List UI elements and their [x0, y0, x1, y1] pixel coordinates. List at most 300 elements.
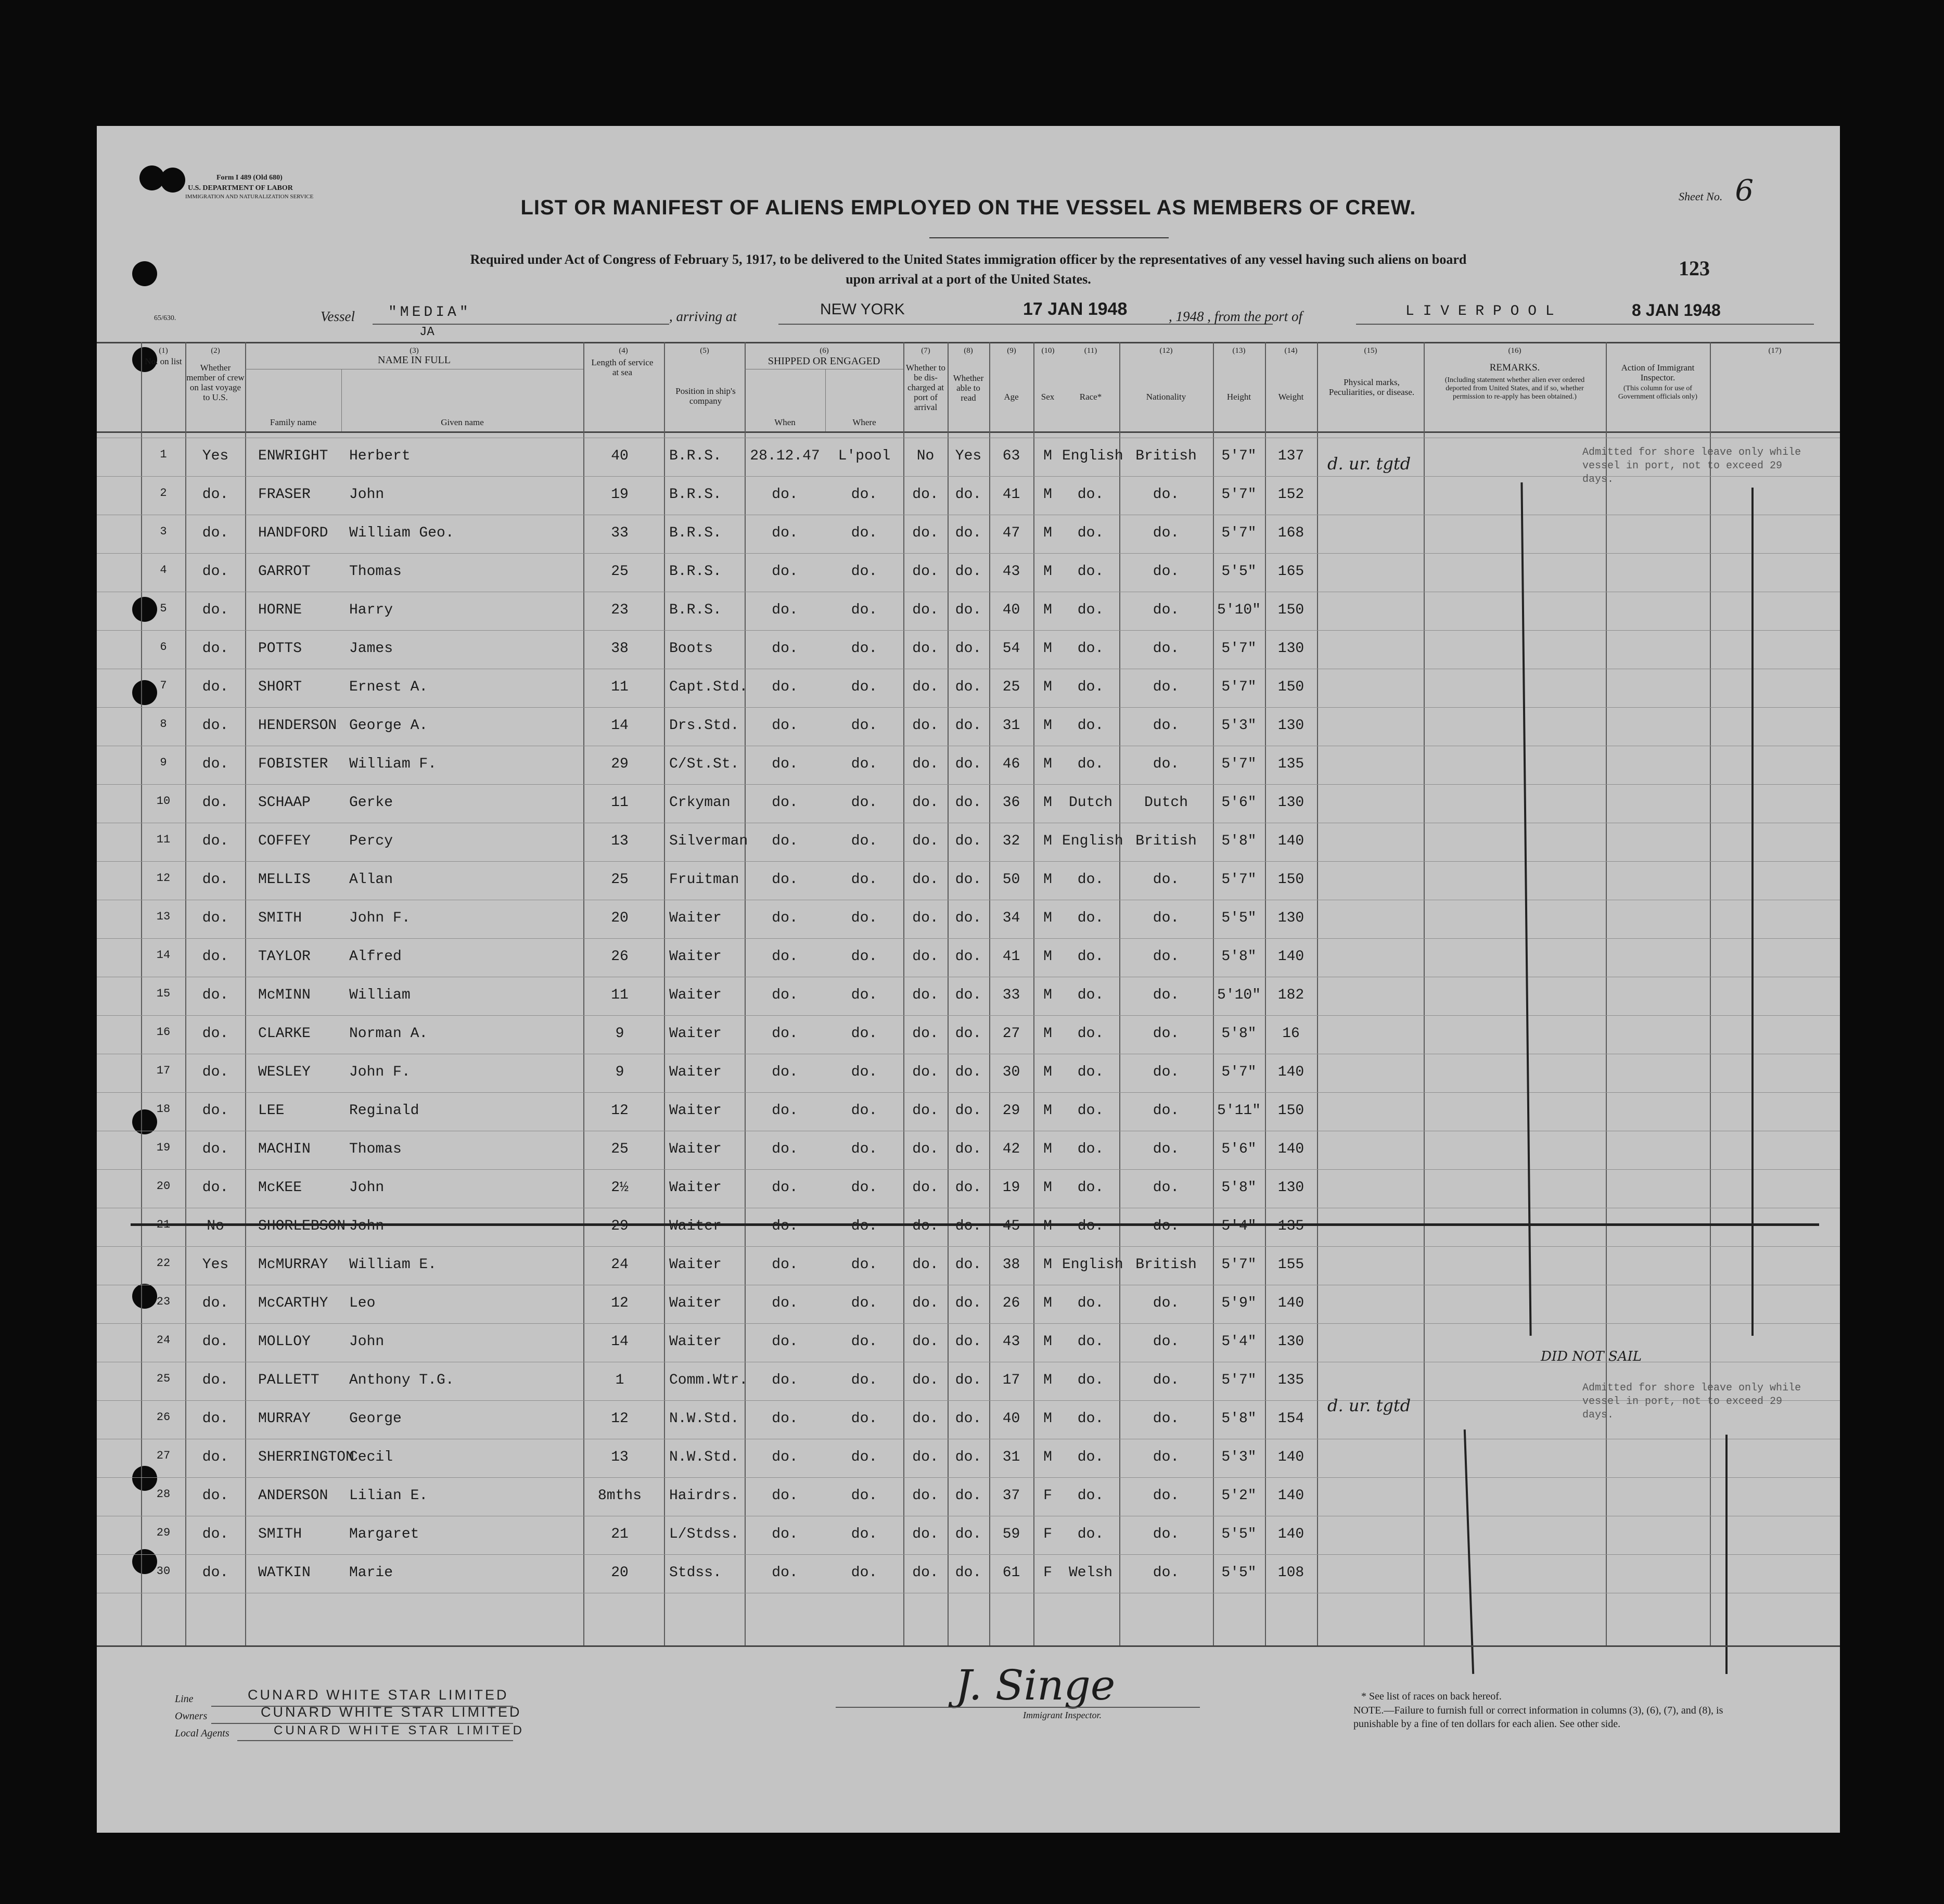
cell-given: John: [349, 487, 385, 503]
cell-position: B.R.S.: [669, 487, 722, 503]
cell-service: 12: [611, 1295, 629, 1311]
crew-table: [97, 342, 1840, 1645]
cell-discharged: do.: [912, 949, 939, 965]
cell-prev: do.: [202, 795, 229, 811]
cell-family: MOLLOY: [258, 1334, 311, 1350]
cell-given: Reginald: [349, 1103, 419, 1119]
cell-no: 8: [160, 718, 167, 731]
cell-when: do.: [772, 1565, 798, 1581]
cell-family: McCARTHY: [258, 1295, 328, 1311]
cell-weight: 155: [1277, 1257, 1304, 1273]
cell-prev: do.: [202, 1334, 229, 1350]
col-last-voyage-header: Whether member of crew on last voyage to U.S.: [186, 363, 245, 402]
cell-weight: 154: [1277, 1411, 1304, 1427]
cell-sex: M: [1043, 448, 1052, 464]
cell-family: MURRAY: [258, 1411, 311, 1427]
cell-family: FOBISTER: [258, 756, 328, 772]
arriving-port: NEW YORK: [820, 301, 905, 318]
col-physical-header: Physical marks, Peculiarities, or disease.: [1328, 377, 1415, 397]
cell-given: Thomas: [349, 564, 402, 580]
cell-family: PALLETT: [258, 1372, 319, 1388]
cell-no: 22: [156, 1257, 171, 1270]
cell-when: do.: [772, 641, 798, 657]
cell-position: Waiter: [669, 1026, 722, 1042]
cell-position: Boots: [669, 641, 713, 657]
cell-height: 5'8": [1221, 833, 1257, 849]
cell-service: 11: [611, 679, 629, 695]
cell-weight: 152: [1277, 487, 1304, 503]
cell-no: 7: [160, 679, 167, 692]
cell-height: 5'8": [1221, 1411, 1257, 1427]
col-sex-header: Sex: [1041, 392, 1055, 402]
cell-position: Waiter: [669, 1295, 722, 1311]
col-when-header: When: [774, 417, 796, 427]
cell-race: do.: [1077, 1372, 1104, 1388]
cell-nationality: do.: [1153, 1064, 1180, 1080]
cell-position: Waiter: [669, 1257, 722, 1273]
cell-position: Hairdrs.: [669, 1488, 739, 1504]
cell-position: Stdss.: [669, 1565, 722, 1581]
cell-where: do.: [851, 1334, 878, 1350]
cell-family: MACHIN: [258, 1141, 311, 1157]
cell-height: 5'3": [1221, 718, 1257, 734]
cell-nationality: do.: [1153, 602, 1180, 618]
cell-sex: M: [1043, 910, 1052, 926]
cell-weight: 140: [1277, 949, 1304, 965]
cell-sex: M: [1043, 1064, 1052, 1080]
cell-height: 5'7": [1221, 756, 1257, 772]
cell-sex: M: [1043, 1141, 1052, 1157]
cell-service: 26: [611, 949, 629, 965]
cell-race: do.: [1077, 987, 1104, 1003]
table-row: [97, 865, 1840, 904]
cell-no: 19: [156, 1141, 171, 1154]
cell-race: do.: [1077, 1411, 1104, 1427]
cell-sex: M: [1043, 679, 1052, 695]
cell-no: 1: [160, 448, 167, 461]
cell-height: 5'7": [1221, 487, 1257, 503]
cell-when: do.: [772, 1026, 798, 1042]
column-number: (3): [410, 347, 419, 355]
cell-where: do.: [851, 602, 878, 618]
cell-height: 5'5": [1221, 910, 1257, 926]
cell-age: 54: [1002, 641, 1020, 657]
cell-service: 20: [611, 1565, 629, 1581]
cell-age: 30: [1002, 1064, 1020, 1080]
cell-service: 14: [611, 1334, 629, 1350]
cell-prev: do.: [202, 1565, 229, 1581]
cell-height: 5'4": [1221, 1218, 1257, 1234]
cell-position: B.R.S.: [669, 564, 722, 580]
cell-when: do.: [772, 1334, 798, 1350]
cell-read: do.: [955, 1488, 982, 1504]
manifest-sheet: [97, 126, 1840, 1833]
cell-height: 5'4": [1221, 1334, 1257, 1350]
column-number: (7): [921, 347, 930, 355]
cell-prev: do.: [202, 718, 229, 734]
cell-race: do.: [1077, 910, 1104, 926]
cell-nationality: British: [1135, 833, 1197, 849]
table-row: [97, 1058, 1840, 1096]
cell-where: do.: [851, 1026, 878, 1042]
cell-weight: 130: [1277, 1334, 1304, 1350]
cell-family: ANDERSON: [258, 1488, 328, 1504]
cell-prev: do.: [202, 679, 229, 695]
cell-given: Allan: [349, 872, 393, 888]
cell-race: do.: [1077, 487, 1104, 503]
col-nationality-header: Nationality: [1146, 392, 1186, 402]
column-number: (15): [1364, 347, 1377, 355]
cell-sex: M: [1043, 1295, 1052, 1311]
cell-no: 28: [156, 1488, 171, 1501]
cell-when: do.: [772, 1526, 798, 1542]
cell-position: Waiter: [669, 1334, 722, 1350]
fine-note-2: punishable by a fine of ten dollars for each alien. See other side.: [1353, 1718, 1621, 1730]
cell-when: do.: [772, 1103, 798, 1119]
cell-discharged: do.: [912, 1218, 939, 1234]
cell-where: do.: [851, 1257, 878, 1273]
cell-position: B.R.S.: [669, 602, 722, 618]
cell-family: McKEE: [258, 1180, 302, 1196]
signature-line: [836, 1707, 1200, 1708]
sheet-no-label: Sheet No.: [1679, 190, 1723, 203]
table-row: [97, 1212, 1840, 1250]
cell-height: 5'7": [1221, 1064, 1257, 1080]
cell-no: 9: [160, 756, 167, 769]
table-row: [97, 1250, 1840, 1289]
cell-read: do.: [955, 602, 982, 618]
line-label: Line: [175, 1693, 194, 1705]
cell-service: 25: [611, 1141, 629, 1157]
cell-when: do.: [772, 756, 798, 772]
cell-weight: 140: [1277, 833, 1304, 849]
cell-age: 47: [1002, 525, 1020, 541]
cell-nationality: do.: [1153, 756, 1180, 772]
cell-weight: 130: [1277, 910, 1304, 926]
table-row: [97, 750, 1840, 788]
cell-where: do.: [851, 1180, 878, 1196]
cell-where: do.: [851, 1526, 878, 1542]
cell-service: 25: [611, 564, 629, 580]
line-stamp: CUNARD WHITE STAR LIMITED: [248, 1687, 509, 1703]
cell-nationality: do.: [1153, 718, 1180, 734]
cell-weight: 140: [1277, 1141, 1304, 1157]
cell-where: do.: [851, 1103, 878, 1119]
cell-family: LEE: [258, 1103, 285, 1119]
cell-age: 43: [1002, 1334, 1020, 1350]
cell-where: do.: [851, 1064, 878, 1080]
cell-prev: do.: [202, 564, 229, 580]
cell-prev: do.: [202, 1103, 229, 1119]
column-number: (17): [1768, 347, 1782, 355]
owners-stamp: CUNARD WHITE STAR LIMITED: [261, 1704, 522, 1720]
cell-height: 5'8": [1221, 1180, 1257, 1196]
footer: [97, 1645, 1840, 1833]
cell-read: do.: [955, 833, 982, 849]
cell-family: GARROT: [258, 564, 311, 580]
column-number: (4): [619, 347, 628, 355]
cell-age: 31: [1002, 1449, 1020, 1465]
cell-given: George: [349, 1411, 402, 1427]
cell-service: 29: [611, 1218, 629, 1234]
cell-position: B.R.S.: [669, 525, 722, 541]
cell-discharged: do.: [912, 679, 939, 695]
cell-discharged: do.: [912, 1488, 939, 1504]
cell-given: Lilian E.: [349, 1488, 428, 1504]
cell-when: do.: [772, 1218, 798, 1234]
cell-nationality: British: [1135, 448, 1197, 464]
cell-where: do.: [851, 1565, 878, 1581]
cell-prev: Yes: [202, 448, 229, 464]
cell-given: William: [349, 987, 411, 1003]
cell-position: L/Stdss.: [669, 1526, 739, 1542]
cell-given: Margaret: [349, 1526, 419, 1542]
cell-family: WESLEY: [258, 1064, 311, 1080]
cell-service: 24: [611, 1257, 629, 1273]
title-rule: [929, 237, 1169, 238]
cell-sex: M: [1043, 602, 1052, 618]
cell-race: do.: [1077, 1103, 1104, 1119]
agents-stamp: CUNARD WHITE STAR LIMITED: [274, 1723, 525, 1737]
cell-sex: M: [1043, 872, 1052, 888]
cell-weight: 168: [1277, 525, 1304, 541]
cell-sex: M: [1043, 1372, 1052, 1388]
cell-nationality: do.: [1153, 487, 1180, 503]
col-given-name-header: Given name: [441, 417, 484, 427]
cell-no: 26: [156, 1411, 171, 1424]
cell-given: James: [349, 641, 393, 657]
cell-when: do.: [772, 1372, 798, 1388]
cell-prev: No: [207, 1218, 224, 1234]
cell-family: WATKIN: [258, 1565, 311, 1581]
cell-position: N.W.Std.: [669, 1449, 739, 1465]
cell-height: 5'7": [1221, 641, 1257, 657]
cell-weight: 137: [1277, 448, 1304, 464]
cell-no: 5: [160, 602, 167, 615]
cell-height: 5'8": [1221, 1026, 1257, 1042]
col-age-header: Age: [1004, 392, 1019, 402]
cell-read: do.: [955, 1449, 982, 1465]
cell-race: do.: [1077, 525, 1104, 541]
fine-note-1: NOTE.—Failure to furnish full or correct information in columns (3), (6), (7), and (8), is: [1353, 1705, 1723, 1716]
col-action-header: Action of Immigrant Inspector.: [1621, 363, 1695, 382]
cell-given: William Geo.: [349, 525, 454, 541]
cell-given: Cecil: [349, 1449, 393, 1465]
races-note: * See list of races on back hereof.: [1361, 1691, 1502, 1702]
cell-no: 17: [156, 1064, 171, 1077]
ditto-arrow-line: [1725, 1435, 1728, 1674]
cell-family: POTTS: [258, 641, 302, 657]
cell-age: 34: [1002, 910, 1020, 926]
cell-read: do.: [955, 987, 982, 1003]
table-row: [97, 673, 1840, 711]
table-row: [97, 480, 1840, 519]
page-title: LIST OR MANIFEST OF ALIENS EMPLOYED ON THE VESSEL AS MEMBERS OF CREW.: [520, 196, 1416, 219]
cell-race: English: [1062, 833, 1123, 849]
cell-nationality: do.: [1153, 1488, 1180, 1504]
cell-given: John F.: [349, 1064, 411, 1080]
cell-read: do.: [955, 1141, 982, 1157]
cell-height: 5'5": [1221, 564, 1257, 580]
cell-service: 23: [611, 602, 629, 618]
cell-weight: 150: [1277, 872, 1304, 888]
table-row: [97, 904, 1840, 942]
cell-age: 32: [1002, 833, 1020, 849]
remark-shore-leave: Admitted for shore leave only while vessel in port, not to exceed 29 days.: [1582, 446, 1801, 485]
cell-race: do.: [1077, 564, 1104, 580]
cell-prev: Yes: [202, 1257, 229, 1273]
inspector-label: Immigrant Inspector.: [1023, 1710, 1102, 1720]
cell-weight: 140: [1277, 1449, 1304, 1465]
table-row: [97, 1520, 1840, 1558]
cell-where: do.: [851, 487, 878, 503]
table-row: [97, 634, 1840, 673]
cell-sex: M: [1043, 641, 1052, 657]
cell-height: 5'10": [1217, 987, 1261, 1003]
physical-mark-note-2: d. ur. tgtd: [1327, 1396, 1411, 1415]
cell-discharged: do.: [912, 1334, 939, 1350]
cell-discharged: do.: [912, 525, 939, 541]
cell-read: do.: [955, 795, 982, 811]
cell-where: do.: [851, 795, 878, 811]
cell-when: do.: [772, 795, 798, 811]
cell-no: 29: [156, 1526, 171, 1539]
did-not-sail-note: DID NOT SAIL: [1541, 1349, 1642, 1364]
cell-height: 5'7": [1221, 525, 1257, 541]
cell-nationality: do.: [1153, 525, 1180, 541]
cell-family: HANDFORD: [258, 525, 328, 541]
cell-when: do.: [772, 833, 798, 849]
cell-sex: F: [1043, 1526, 1052, 1542]
cell-position: C/St.St.: [669, 756, 739, 772]
cell-where: do.: [851, 1488, 878, 1504]
cell-read: do.: [955, 718, 982, 734]
cell-when: do.: [772, 1064, 798, 1080]
cell-when: do.: [772, 987, 798, 1003]
cell-discharged: do.: [912, 987, 939, 1003]
cell-given: John F.: [349, 910, 411, 926]
inspector-signature: J. Singe: [955, 1661, 1116, 1709]
cell-race: do.: [1077, 679, 1104, 695]
cell-no: 11: [156, 833, 171, 846]
cell-age: 19: [1002, 1180, 1020, 1196]
sheet-number: 6: [1735, 174, 1754, 208]
cell-family: MELLIS: [258, 872, 311, 888]
subtitle-2: upon arrival at a port of the United States.: [846, 272, 1091, 287]
punch-hole: [160, 168, 185, 193]
cell-height: 5'11": [1217, 1103, 1261, 1119]
service-name: IMMIGRATION AND NATURALIZATION SERVICE: [185, 194, 314, 200]
cell-position: Waiter: [669, 987, 722, 1003]
cell-discharged: do.: [912, 756, 939, 772]
cell-family: SMITH: [258, 910, 302, 926]
cell-nationality: do.: [1153, 1449, 1180, 1465]
cell-age: 40: [1002, 602, 1020, 618]
cell-nationality: do.: [1153, 1295, 1180, 1311]
column-number: (16): [1508, 347, 1521, 355]
cell-height: 5'7": [1221, 1372, 1257, 1388]
table-top-rule: [97, 342, 1840, 343]
cell-service: 2½: [611, 1180, 629, 1196]
cell-weight: 108: [1277, 1565, 1304, 1581]
cell-where: L'pool: [838, 448, 891, 464]
cell-service: 13: [611, 1449, 629, 1465]
cell-family: SHERRINGTON: [258, 1449, 354, 1465]
column-number: (5): [700, 347, 709, 355]
cell-nationality: do.: [1153, 1372, 1180, 1388]
cell-discharged: do.: [912, 718, 939, 734]
cell-race: do.: [1077, 1295, 1104, 1311]
cell-position: Waiter: [669, 1064, 722, 1080]
cell-height: 5'8": [1221, 949, 1257, 965]
cell-age: 50: [1002, 872, 1020, 888]
cell-discharged: do.: [912, 1449, 939, 1465]
cell-prev: do.: [202, 487, 229, 503]
cell-given: John: [349, 1218, 385, 1234]
cell-family: HENDERSON: [258, 718, 337, 734]
agents-underline: [237, 1740, 513, 1741]
table-row: [97, 981, 1840, 1019]
cell-age: 17: [1002, 1372, 1020, 1388]
cell-read: do.: [955, 949, 982, 965]
column-number: (2): [211, 347, 220, 355]
cell-service: 12: [611, 1411, 629, 1427]
cell-sex: M: [1043, 718, 1052, 734]
cell-where: do.: [851, 987, 878, 1003]
cell-prev: do.: [202, 1141, 229, 1157]
cell-race: do.: [1077, 1334, 1104, 1350]
cell-age: 40: [1002, 1411, 1020, 1427]
cell-service: 14: [611, 718, 629, 734]
cell-weight: 182: [1277, 987, 1304, 1003]
cell-when: do.: [772, 1180, 798, 1196]
cell-when: do.: [772, 525, 798, 541]
cell-nationality: do.: [1153, 1334, 1180, 1350]
cell-read: do.: [955, 1372, 982, 1388]
cell-read: do.: [955, 641, 982, 657]
cell-height: 5'5": [1221, 1526, 1257, 1542]
cell-prev: do.: [202, 833, 229, 849]
cell-position: N.W.Std.: [669, 1411, 739, 1427]
cell-given: John: [349, 1334, 385, 1350]
cell-where: do.: [851, 1295, 878, 1311]
cell-weight: 140: [1277, 1526, 1304, 1542]
departure-date: 8 JAN 1948: [1632, 301, 1721, 320]
cell-read: do.: [955, 679, 982, 695]
col-family-name-header: Family name: [270, 417, 317, 427]
cell-nationality: do.: [1153, 987, 1180, 1003]
cell-height: 5'9": [1221, 1295, 1257, 1311]
handwritten-number: 123: [1679, 257, 1710, 280]
cell-discharged: No: [916, 448, 935, 464]
cell-sex: M: [1043, 525, 1052, 541]
cell-where: do.: [851, 1141, 878, 1157]
cell-sex: F: [1043, 1565, 1052, 1581]
cell-weight: 165: [1277, 564, 1304, 580]
col-position-header: Position in ship's company: [675, 386, 736, 406]
cell-prev: do.: [202, 1064, 229, 1080]
cell-discharged: do.: [912, 833, 939, 849]
ditto-arrow-line: [1751, 488, 1754, 1336]
cell-race: do.: [1077, 1526, 1104, 1542]
cell-discharged: do.: [912, 641, 939, 657]
table-row: [97, 1481, 1840, 1520]
departure-port: L I V E R P O O L: [1405, 303, 1554, 320]
cell-race: do.: [1077, 1449, 1104, 1465]
table-row: [97, 1443, 1840, 1481]
cell-weight: 140: [1277, 1295, 1304, 1311]
cell-nationality: Dutch: [1144, 795, 1188, 811]
